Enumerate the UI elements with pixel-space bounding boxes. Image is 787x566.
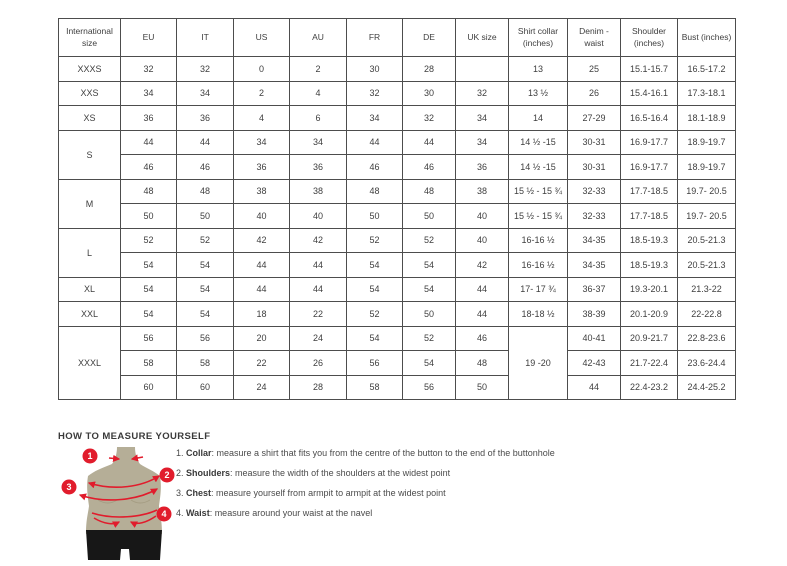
table-cell: 38-39: [568, 302, 621, 327]
table-cell: 24.4-25.2: [678, 375, 736, 400]
table-cell: 17.7-18.5: [621, 179, 678, 204]
table-cell: 36: [177, 106, 234, 131]
item-number: 1.: [176, 448, 187, 458]
item-number: 3.: [176, 488, 187, 498]
table-cell: 28: [290, 375, 347, 400]
table-cell: 22: [234, 351, 290, 376]
table-cell: 34: [290, 130, 347, 155]
table-cell: 32: [177, 57, 234, 82]
table-cell: XS: [59, 106, 121, 131]
table-cell: 26: [568, 81, 621, 106]
table-cell: 14 ½ -15: [509, 130, 568, 155]
column-header: AU: [290, 19, 347, 57]
table-cell: 16.5-16.4: [621, 106, 678, 131]
table-cell: 17.3-18.1: [678, 81, 736, 106]
table-cell: 44: [456, 302, 509, 327]
table-cell: 38: [234, 179, 290, 204]
table-cell: 30-31: [568, 155, 621, 180]
table-cell: 44: [234, 277, 290, 302]
table-cell: 58: [121, 351, 177, 376]
table-cell: 18.1-18.9: [678, 106, 736, 131]
badge-3-number: 3: [66, 482, 72, 493]
neck-measure-arrow: [109, 458, 119, 459]
table-row: [59, 204, 736, 229]
table-cell: 4: [234, 106, 290, 131]
table-cell: 60: [177, 375, 234, 400]
table-cell: 46: [456, 326, 509, 351]
table-row: [59, 228, 736, 253]
item-label: Waist: [186, 508, 210, 518]
measure-instruction-item: [176, 487, 555, 500]
table-cell: 18.9-19.7: [678, 130, 736, 155]
item-number: 2.: [176, 468, 187, 478]
table-cell: 48: [456, 351, 509, 376]
table-cell: 32: [121, 57, 177, 82]
table-cell: 36: [234, 155, 290, 180]
badge-1-number: 1: [87, 451, 93, 462]
table-cell: 50: [456, 375, 509, 400]
table-cell: 56: [347, 351, 403, 376]
table-cell: 15 ½ - 15 ¾: [509, 179, 568, 204]
table-row: [59, 326, 736, 351]
table-cell: 22.4-23.2: [621, 375, 678, 400]
table-cell: S: [59, 130, 121, 179]
table-cell: 32-33: [568, 204, 621, 229]
table-cell: 50: [177, 204, 234, 229]
table-cell: 2: [290, 57, 347, 82]
table-cell: M: [59, 179, 121, 228]
table-cell: 56: [177, 326, 234, 351]
table-cell: 52: [121, 228, 177, 253]
table-row: [59, 351, 736, 376]
table-cell: 24: [234, 375, 290, 400]
table-cell: 56: [403, 375, 456, 400]
table-cell: 54: [121, 253, 177, 278]
table-cell: 19 -20: [509, 326, 568, 400]
column-header: EU: [121, 19, 177, 57]
column-header: Bust (inches): [678, 19, 736, 57]
table-row: [59, 130, 736, 155]
table-cell: 13 ½: [509, 81, 568, 106]
table-cell: 4: [290, 81, 347, 106]
table-cell: 22: [290, 302, 347, 327]
table-cell: 38: [456, 179, 509, 204]
table-cell: 0: [234, 57, 290, 82]
table-cell: 46: [403, 155, 456, 180]
table-cell: 42-43: [568, 351, 621, 376]
table-cell: 50: [121, 204, 177, 229]
size-chart-table: [58, 18, 736, 400]
table-cell: 18: [234, 302, 290, 327]
table-cell: 17.7-18.5: [621, 204, 678, 229]
table-cell: 56: [121, 326, 177, 351]
table-row: [59, 277, 736, 302]
table-cell: 34: [456, 106, 509, 131]
table-cell: 20.9-21.7: [621, 326, 678, 351]
table-cell: 42: [290, 228, 347, 253]
measure-instruction-item: [176, 447, 555, 460]
table-cell: 15.4-16.1: [621, 81, 678, 106]
table-cell: 14 ½ -15: [509, 155, 568, 180]
table-cell: 17- 17 ¾: [509, 277, 568, 302]
table-cell: 22-22.8: [678, 302, 736, 327]
table-cell: 18.9-19.7: [678, 155, 736, 180]
table-cell: 34: [234, 130, 290, 155]
table-cell: 52: [347, 302, 403, 327]
item-text: : measure a shirt that fits you from the centre of the button to the end of the buttonhole: [211, 448, 555, 458]
table-cell: 40-41: [568, 326, 621, 351]
table-cell: 34-35: [568, 228, 621, 253]
table-cell: 16.9-17.7: [621, 130, 678, 155]
table-cell: 50: [403, 204, 456, 229]
mannequin-torso: [86, 447, 162, 534]
item-number: 4.: [176, 508, 187, 518]
item-label: Collar: [186, 448, 212, 458]
table-cell: 54: [403, 253, 456, 278]
table-cell: 18-18 ½: [509, 302, 568, 327]
measure-instruction-item: [176, 507, 555, 520]
table-cell: 32-33: [568, 179, 621, 204]
table-cell: 34-35: [568, 253, 621, 278]
table-cell: 19.7- 20.5: [678, 179, 736, 204]
table-cell: 48: [347, 179, 403, 204]
mannequin-illustration: [56, 444, 176, 566]
table-cell: 21.3-22: [678, 277, 736, 302]
table-cell: 54: [347, 253, 403, 278]
table-cell: 27-29: [568, 106, 621, 131]
table-cell: L: [59, 228, 121, 277]
table-cell: 44: [403, 130, 456, 155]
table-cell: 18.5-19.3: [621, 228, 678, 253]
table-cell: 44: [456, 277, 509, 302]
table-cell: 44: [347, 130, 403, 155]
column-header: UK size: [456, 19, 509, 57]
table-cell: 26: [290, 351, 347, 376]
table-cell: 50: [403, 302, 456, 327]
column-header: Denim - waist: [568, 19, 621, 57]
table-row: [59, 155, 736, 180]
table-cell: 36: [121, 106, 177, 131]
table-cell: 40: [456, 228, 509, 253]
table-cell: 44: [290, 253, 347, 278]
table-cell: 36: [290, 155, 347, 180]
table-row: [59, 106, 736, 131]
table-cell: 50: [347, 204, 403, 229]
table-cell: 36-37: [568, 277, 621, 302]
table-cell: 58: [347, 375, 403, 400]
table-cell: 40: [290, 204, 347, 229]
table-cell: 16.5-17.2: [678, 57, 736, 82]
item-text: : measure around your waist at the navel: [209, 508, 373, 518]
measurement-figure: [56, 444, 176, 566]
table-cell: 15 ½ - 15 ¾: [509, 204, 568, 229]
column-header: Shoulder (inches): [621, 19, 678, 57]
table-cell: 54: [121, 277, 177, 302]
table-row: [59, 253, 736, 278]
table-cell: 54: [177, 302, 234, 327]
table-cell: 24: [290, 326, 347, 351]
table-cell: 44: [121, 130, 177, 155]
table-cell: 6: [290, 106, 347, 131]
table-cell: 48: [403, 179, 456, 204]
column-header: FR: [347, 19, 403, 57]
table-cell: 34: [121, 81, 177, 106]
table-cell: 54: [403, 351, 456, 376]
table-cell: 54: [121, 302, 177, 327]
table-cell: 32: [403, 106, 456, 131]
table-cell: 46: [177, 155, 234, 180]
item-label: Chest: [186, 488, 212, 498]
table-cell: 44: [177, 130, 234, 155]
table-cell: 52: [403, 228, 456, 253]
table-cell: 38: [290, 179, 347, 204]
table-cell: 22.8-23.6: [678, 326, 736, 351]
table-cell: 16.9-17.7: [621, 155, 678, 180]
table-cell: 54: [403, 277, 456, 302]
table-cell: 54: [177, 277, 234, 302]
table-header-row: [59, 19, 736, 57]
column-header: US: [234, 19, 290, 57]
table-cell: 44: [290, 277, 347, 302]
table-cell: XXXS: [59, 57, 121, 82]
table-cell: 30-31: [568, 130, 621, 155]
table-cell: 20: [234, 326, 290, 351]
badge-4-number: 4: [161, 509, 167, 520]
table-cell: 34: [456, 130, 509, 155]
table-cell: 44: [568, 375, 621, 400]
table-row: [59, 81, 736, 106]
table-cell: 19.3-20.1: [621, 277, 678, 302]
table-cell: 60: [121, 375, 177, 400]
measure-section-title: HOW TO MEASURE YOURSELF: [58, 431, 211, 442]
table-cell: 32: [347, 81, 403, 106]
table-row: [59, 57, 736, 82]
table-row: [59, 302, 736, 327]
table-cell: 34: [177, 81, 234, 106]
table-cell: 40: [456, 204, 509, 229]
item-text: : measure yourself from armpit to armpit at the widest point: [211, 488, 446, 498]
item-label: Shoulders: [186, 468, 231, 478]
measure-instruction-item: [176, 467, 555, 480]
column-header: Shirt collar (inches): [509, 19, 568, 57]
table-row: [59, 179, 736, 204]
measure-instructions-list: [176, 447, 555, 527]
table-cell: 30: [347, 57, 403, 82]
table-cell: 34: [347, 106, 403, 131]
table-cell: 44: [234, 253, 290, 278]
item-text: : measure the width of the shoulders at the widest point: [230, 468, 451, 478]
table-cell: 42: [456, 253, 509, 278]
table-cell: 23.6-24.4: [678, 351, 736, 376]
column-header: IT: [177, 19, 234, 57]
table-cell: [456, 57, 509, 82]
table-cell: 32: [456, 81, 509, 106]
table-cell: 15.1-15.7: [621, 57, 678, 82]
table-cell: 48: [177, 179, 234, 204]
table-cell: 54: [347, 326, 403, 351]
table-cell: 52: [347, 228, 403, 253]
table-cell: 54: [177, 253, 234, 278]
table-cell: 54: [347, 277, 403, 302]
table-cell: 16-16 ½: [509, 253, 568, 278]
table-cell: 20.1-20.9: [621, 302, 678, 327]
badge-2-number: 2: [164, 470, 170, 481]
table-cell: 58: [177, 351, 234, 376]
table-cell: 52: [403, 326, 456, 351]
table-cell: 46: [347, 155, 403, 180]
table-cell: 13: [509, 57, 568, 82]
mannequin-shorts: [86, 530, 162, 560]
table-cell: 36: [456, 155, 509, 180]
table-cell: 25: [568, 57, 621, 82]
table-cell: 40: [234, 204, 290, 229]
table-cell: XL: [59, 277, 121, 302]
table-cell: 20.5-21.3: [678, 253, 736, 278]
table-cell: 14: [509, 106, 568, 131]
column-header: DE: [403, 19, 456, 57]
table-cell: 30: [403, 81, 456, 106]
table-cell: 46: [121, 155, 177, 180]
table-cell: 18.5-19.3: [621, 253, 678, 278]
table-cell: 19.7- 20.5: [678, 204, 736, 229]
table-cell: 20.5-21.3: [678, 228, 736, 253]
table-cell: XXS: [59, 81, 121, 106]
table-cell: 28: [403, 57, 456, 82]
table-cell: 16-16 ½: [509, 228, 568, 253]
table-cell: 48: [121, 179, 177, 204]
table-cell: 2: [234, 81, 290, 106]
column-header: International size: [59, 19, 121, 57]
table-cell: 52: [177, 228, 234, 253]
table-cell: 42: [234, 228, 290, 253]
table-cell: 21.7-22.4: [621, 351, 678, 376]
table-row: [59, 375, 736, 400]
table-cell: XXL: [59, 302, 121, 327]
table-cell: XXXL: [59, 326, 121, 400]
